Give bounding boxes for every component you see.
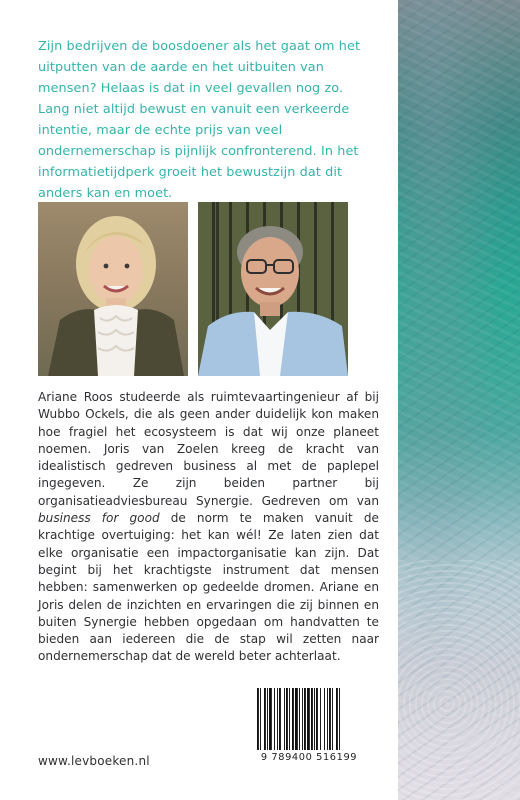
barcode-bar — [279, 688, 281, 750]
barcode-bar — [314, 688, 315, 750]
barcode-bar — [307, 688, 310, 750]
barcode-bar — [267, 688, 268, 750]
isbn-number: 9 789400 516199 — [260, 752, 358, 763]
barcode-bar — [257, 688, 259, 750]
barcode-bar — [324, 688, 325, 750]
barcode-bars — [256, 688, 366, 750]
bio-emphasis: business for good — [38, 511, 160, 526]
barcode-bar — [332, 688, 333, 750]
barcode-bar — [320, 688, 321, 750]
barcode-bar — [311, 688, 313, 750]
barcode-bar — [316, 688, 318, 750]
isbn-barcode — [248, 688, 370, 770]
barcode-bar — [289, 688, 290, 750]
barcode-bar — [277, 688, 278, 750]
author-photo-joris — [198, 202, 348, 376]
publisher-website: www.levboeken.nl — [38, 754, 150, 768]
barcode-bar — [327, 688, 328, 750]
author-photo-ariane — [38, 202, 188, 376]
barcode-bar — [292, 688, 294, 750]
barcode-bar — [260, 688, 261, 750]
bio-text-1: Ariane Roos studeerde als ruimtevaartingenieur af bij Wubbo Ockels, die als geen ander duidelijk kon maken hoe fragiel het ecosysteem is dat wij onze planeet noemen. Joris van Zoelen kreeg de kracht van idealistisch gedreven business al met de paplepel ingegeven. Ze zijn beiden partner bij organisatieadviesbureau Synergie. Gedreven om van — [38, 390, 379, 508]
barcode-bar — [269, 688, 272, 750]
barcode-bar — [295, 688, 298, 750]
barcode-bar — [299, 688, 300, 750]
barcode-bar — [274, 688, 275, 750]
barcode-bar — [302, 688, 303, 750]
portrait-man-illustration — [198, 202, 348, 376]
barcode-bar — [264, 688, 266, 750]
barcode-bar — [339, 688, 340, 750]
portrait-woman-illustration — [38, 202, 188, 376]
intro-paragraph: Zijn bedrijven de boosdoener als het gaat om het uitputten van de aarde en het uitbuiten van mensen? Helaas is dat in veel gevallen nog zo. Lang niet altijd bewust en vanuit een verkeerde intentie, maar de echte prijs van veel ondernemerschap is pijnlijk confronterend. In het informatietijdperk groeit het bewustzijn dat dit anders kan en moet. — [38, 39, 361, 201]
authors-biography — [38, 389, 379, 666]
barcode-bar — [329, 688, 331, 750]
sea-beach-photo-strip — [398, 0, 520, 800]
bio-text-2: de norm te maken vanuit de krachtige overtuiging: het kan wél! Ze laten zien dat elke organisatie een impactorganisatie kan zijn. Dat begint bij het krachtigste instrument dat mensen hebben: samenwerken op gedeelde dromen. Ariane en Joris delen de inzichten en ervaringen die zij binnen en buiten Synergie hebben opgedaan om handvatten te bieden aan iedereen die de stap wil zetten naar ondernemerschap dat de wereld beter achterlaat. — [38, 511, 379, 664]
barcode-bar — [286, 688, 288, 750]
barcode-bar — [336, 688, 338, 750]
barcode-bar — [284, 688, 285, 750]
barcode-bar — [304, 688, 306, 750]
